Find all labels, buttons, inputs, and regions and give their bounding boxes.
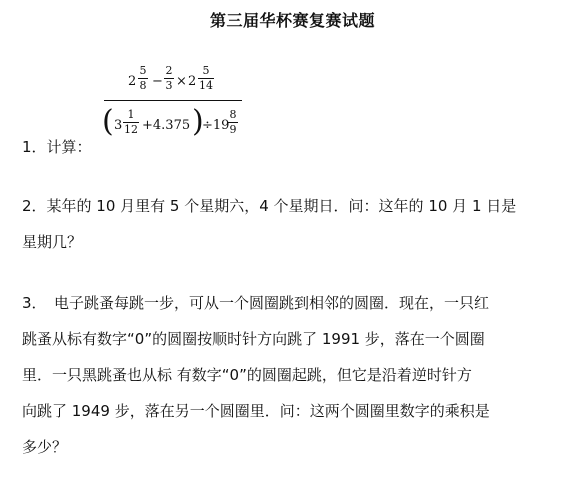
den-e-frac bbox=[228, 109, 238, 136]
fraction-main-bar bbox=[104, 100, 242, 101]
num-a-whole: 2 bbox=[128, 74, 137, 89]
q2-line-1: 2．某年的 10 月里有 5 个星期六，4 个星期日．问：这年的 10 月 1 日是 bbox=[22, 197, 517, 215]
den-div: ÷19 bbox=[202, 118, 230, 133]
q3-line-1: 3． 电子跳蚤每跳一步，可从一个圆圈跳到相邻的圆圈．现在，一只红 bbox=[22, 294, 490, 312]
q2-line-2: 星期几？ bbox=[22, 233, 83, 251]
den-d-denominator: 12 bbox=[124, 123, 138, 136]
page-title: 第三届华杯赛复赛试题 bbox=[209, 11, 375, 30]
den-lparen: ( bbox=[102, 104, 114, 139]
q3-line-4: 向跳了 1949 步，落在另一个圆圈里．问：这两个圆圈里数字的乘积是 bbox=[22, 402, 490, 420]
num-b-denominator: 3 bbox=[165, 79, 173, 92]
num-c-frac bbox=[198, 65, 214, 92]
num-c-whole: 2 bbox=[188, 74, 197, 89]
question-2 bbox=[22, 188, 577, 260]
den-d-whole: 3 bbox=[114, 118, 123, 133]
num-b-frac bbox=[164, 65, 174, 92]
num-a-denominator: 8 bbox=[139, 79, 147, 92]
den-e-denominator: 9 bbox=[229, 123, 237, 136]
num-a-numerator: 5 bbox=[139, 64, 147, 77]
num-c-numerator: 5 bbox=[202, 64, 210, 77]
den-plus-value: +4.375 bbox=[142, 118, 191, 133]
den-d-numerator: 1 bbox=[127, 108, 135, 121]
q1-label: 1．计算： bbox=[22, 138, 92, 156]
den-rparen: ) bbox=[192, 104, 204, 139]
num-minus: − bbox=[152, 74, 163, 89]
q3-line-5: 多少？ bbox=[22, 438, 68, 456]
q3-line-3: 里．一只黑跳蚤也从标 有数字“0”的圆圈起跳，但它是沿着逆时针方 bbox=[22, 366, 472, 384]
den-d-frac bbox=[123, 109, 139, 136]
num-b-numerator: 2 bbox=[165, 64, 173, 77]
q3-line-2: 跳蚤从标有数字“0”的圆圈按顺时针方向跳了 1991 步，落在一个圆圈 bbox=[22, 330, 485, 348]
question-3 bbox=[22, 285, 577, 465]
num-c-denominator: 14 bbox=[199, 79, 213, 92]
num-times: × bbox=[176, 74, 187, 89]
den-e-numerator: 8 bbox=[229, 108, 237, 121]
num-a-frac bbox=[138, 65, 148, 92]
q1-formula bbox=[100, 60, 250, 152]
